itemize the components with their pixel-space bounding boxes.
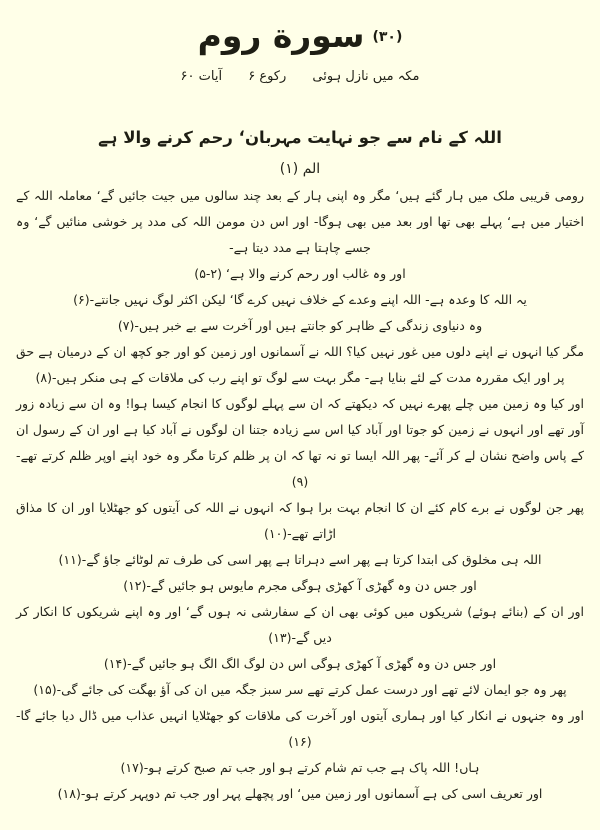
verse-paragraph: اور جس دن وہ گھڑی آ کھڑی ہوگی اس دن لوگ الگ الگ ہو جائیں گے-(۱۴) xyxy=(103,655,497,671)
surah-header xyxy=(16,14,584,84)
bismillah-line: اللہ کے نام سے جو نہایت مہربان‘ رحم کرنے والا ہے xyxy=(98,127,502,147)
verse-paragraph: رومی قریبی ملک میں ہار گئے ہیں‘ مگر وہ اپنی ہار کے بعد چند سالوں میں جیت جائیں گے‘ معاملہ اللہ کے اختیار میں ہے‘ پہلے بھی تھا اور بعد میں بھی ہوگا- اور اس دن مومن اللہ کی مدد پر خوشی منائیں گے‘ وہ جسے چاہتا ہے مدد دیتا ہے- xyxy=(16,187,584,255)
verse-paragraph: ہاں! اللہ پاک ہے جب تم شام کرتے ہو اور جب تم صبح کرتے ہو-(۱۷) xyxy=(120,759,480,775)
verse-paragraph: اور کیا وہ زمین میں چلے پھرے نہیں کہ دیکھتے کہ ان سے پہلے لوگوں کا انجام کیسا ہوا! وہ ان سے زیادہ زور آور تھے اور انہوں نے زمین کو جوتا اور آباد کیا اس سے زیادہ جتنا ان لوگوں نے آباد کیا ہے اور ان کے رسول ان کے پاس واضح نشان لے کر آئے- پھر اللہ ایسا تو نہ تھا کہ ان پر ظلم کرتا مگر وہ خود اپنے اوپر ظلم کرتے تھے-(۹) xyxy=(16,395,584,489)
surah-title-row xyxy=(16,14,584,59)
surah-meta xyxy=(16,69,584,84)
meta-revelation-place: مکہ میں نازل ہوئی xyxy=(312,68,420,84)
verse-paragraph: پھر جن لوگوں نے برے کام کئے ان کا انجام بہت برا ہوا کہ انہوں نے اللہ کی آیتوں کو جھٹلایا اور ان کا مذاق اڑاتے تھے-(۱۰) xyxy=(16,499,584,541)
verses-list xyxy=(16,183,584,807)
opening-verse: الم (۱) xyxy=(279,160,321,177)
meta-ayat-count: آیات ۶۰ xyxy=(180,68,223,84)
verse-paragraph: پھر وہ جو ایمان لائے تھے اور درست عمل کرتے تھے سر سبز جگہ میں ان کی آؤ بھگت کی جائے گی-(۱۵) xyxy=(33,681,567,697)
verse-paragraph: اور وہ غالب اور رحم کرنے والا ہے‘ (۲-۵) xyxy=(194,265,406,281)
verse-paragraph: اور وہ جنہوں نے انکار کیا اور ہماری آیتوں اور آخرت کی ملاقات کو جھٹلایا انہیں عذاب میں ڈال دیا جائے گا-(۱۶) xyxy=(16,707,584,749)
verse-paragraph: مگر کیا انہوں نے اپنے دلوں میں غور نہیں کیا؟ اللہ نے آسمانوں اور زمین کو اور جو کچھ ان کے درمیان ہے حق پر اور ایک مقررہ مدت کے لئے بنایا ہے- مگر بہت سے لوگ تو اپنے رب کی ملاقات کے ہی منکر ہیں-(۸) xyxy=(16,343,584,385)
surah-title: سورة روم xyxy=(197,16,365,55)
verse-paragraph: اور ان کے (بنائے ہوئے) شریکوں میں کوئی بھی ان کے سفارشی نہ ہوں گے‘ اور وہ اپنے شریکوں کا انکار کر دیں گے-(۱۳) xyxy=(16,603,584,645)
meta-ruku-count: رکوع ۶ xyxy=(248,68,287,84)
verse-paragraph: اور جس دن وہ گھڑی آ کھڑی ہوگی مجرم مایوس ہو جائیں گے-(۱۲) xyxy=(123,577,477,593)
verse-paragraph: یہ اللہ کا وعدہ ہے- اللہ اپنے وعدے کے خلاف نہیں کرے گا‘ لیکن اکثر لوگ نہیں جانتے-(۶) xyxy=(73,291,527,307)
verse-paragraph: اللہ ہی مخلوق کی ابتدا کرتا ہے پھر اسے دہراتا ہے پھر اسی کی طرف تم لوٹائے جاؤ گے-(۱۱) xyxy=(58,551,542,567)
verse-paragraph: اور تعریف اسی کی ہے آسمانوں اور زمین میں‘ اور پچھلے پہر اور جب تم دوپہر کرتے ہو-(۱۸) xyxy=(57,785,543,801)
verse-paragraph: وہ دنیاوی زندگی کے ظاہر کو جانتے ہیں اور آخرت سے بے خبر ہیں-(۷) xyxy=(117,317,483,333)
surah-number: (۳۰) xyxy=(372,29,403,45)
